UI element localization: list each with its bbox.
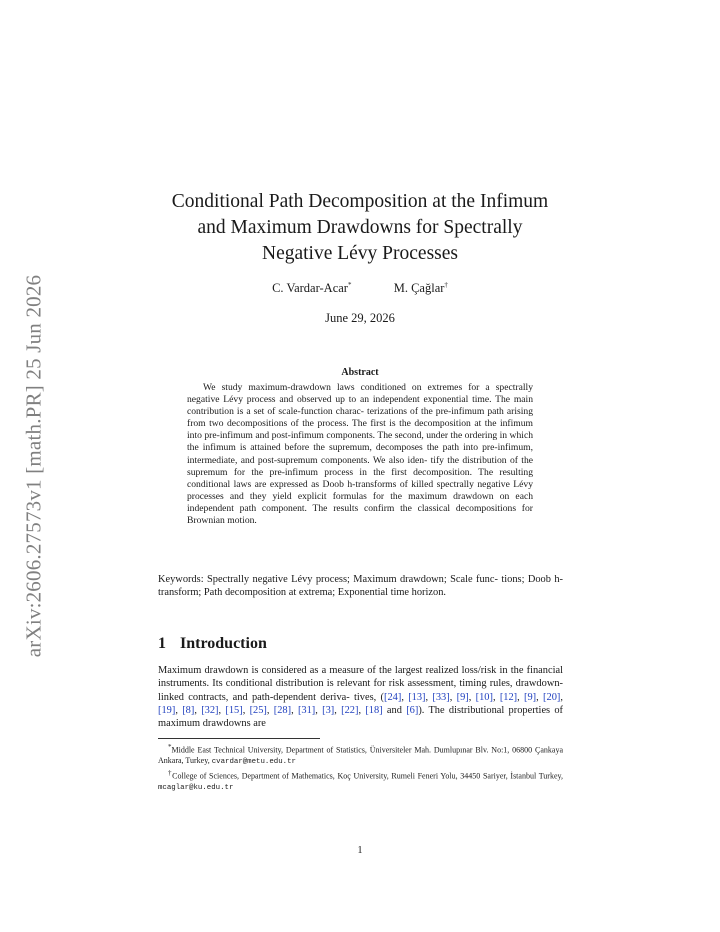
intro-cite-prefix: tives, ( (354, 691, 384, 703)
author-1-footnote-mark: * (347, 281, 352, 289)
citation-link[interactable]: [10] (475, 691, 493, 703)
citation-link[interactable]: [25] (249, 704, 267, 716)
abstract-line: and post-infimum components. The second, under the ordering in which (255, 430, 533, 442)
citation-link[interactable]: [31] (297, 704, 316, 716)
author-2-footnote-mark: † (444, 281, 448, 289)
citation-link[interactable]: [24] (384, 691, 402, 703)
title-line-3: Negative Lévy Processes (261, 243, 459, 264)
title-line-2: and Maximum Drawdowns for Spectrally (197, 217, 523, 238)
abstract-heading: Abstract (341, 367, 379, 378)
footnote-1 (158, 742, 563, 768)
section-heading-introduction (158, 635, 267, 653)
author-list (150, 281, 570, 296)
citation-link[interactable]: [33] (432, 691, 450, 703)
footnote-1-text: Middle East Technical University, Department of Statistics, Üniversiteler Mah. Dumlupınar Blv. No:1, 06800 Çankaya Ankara, Turkey, (158, 745, 563, 766)
citation-separator: , (266, 704, 274, 716)
citation-link[interactable]: [18] (365, 704, 383, 716)
keywords-line: Keywords: Spectrally negative Lévy process; Maximum drawdown; Scale func- (158, 574, 498, 585)
footnote-rule (158, 738, 320, 739)
abstract-line: h-transforms of killed spectrally negative Lévy processes and they yield (187, 478, 534, 502)
abstract-line: exponential time. The main contribution is a set of scale-function charac- (187, 394, 534, 418)
footnote-2-text: College of Sciences, Department of Mathematics, Koç University, Rumeli Feneri Yolu, 34450 Sariyer, İstanbul Turkey, (172, 771, 564, 781)
citation-link[interactable]: [32] (201, 704, 219, 716)
citation-link[interactable]: [9] (524, 691, 537, 703)
intro-and-word: and (382, 704, 407, 716)
paper-date: June 29, 2026 (325, 311, 395, 325)
keywords-paragraph (158, 573, 563, 600)
citation-separator: , (194, 704, 202, 716)
footnote-2-mark: † (168, 768, 173, 777)
citation-separator: , (401, 691, 409, 703)
citation-separator: , (358, 704, 366, 716)
keywords-line: tions; Doob h-transform; Path decomposition at extrema; Exponential time (158, 574, 563, 599)
citation-link[interactable]: [13] (408, 691, 426, 703)
keywords-line: horizon. (411, 587, 446, 599)
introduction-paragraph (158, 664, 563, 730)
footnote-1-email[interactable]: cvardar@metu.edu.tr (211, 758, 296, 767)
citation-link[interactable]: [6] (406, 704, 419, 716)
citation-separator: , (536, 691, 544, 703)
abstract-line: component. The results confirm the classical decompositions for Brownian (187, 502, 533, 527)
intro-line-end: ). The distributional properties of maximum drawdowns are (158, 704, 564, 730)
citation-separator: , (517, 691, 525, 703)
citation-link[interactable]: [9] (456, 691, 469, 703)
citation-separator: , (291, 704, 298, 716)
intro-line: Maximum drawdown is considered as a measure of the largest realized loss/risk (158, 665, 497, 676)
author-name-2: M. Çağlar (393, 281, 445, 296)
abstract-line: process. The first is the decomposition at the infimum into pre-infimum (187, 418, 534, 442)
citation-separator: , (468, 691, 476, 703)
abstract-body (187, 382, 533, 527)
citation-link[interactable]: [20] (543, 691, 561, 703)
citation-separator: , (242, 704, 250, 716)
abstract-line: the infimum is attained before the supremum, decomposes the path into (187, 442, 479, 454)
citation-separator: , (560, 691, 563, 703)
citation-link[interactable]: [22] (341, 704, 359, 716)
abstract-line: first decomposition. The resulting conditional laws are expressed as Doob (187, 466, 533, 490)
abstract-line: pre-infimum, intermediate, and post-supremum components. We also iden- (187, 442, 534, 466)
arxiv-identifier-text: arXiv:2606.27573v1 [math.PR] 25 Jun 2026 (21, 274, 46, 658)
abstract-line: motion. (227, 515, 257, 527)
footnotes (158, 742, 563, 794)
abstract-line: explicit formulas for the maximum drawdown on each independent path (187, 490, 534, 514)
citation-separator: , (425, 691, 433, 703)
section-number: 1 (158, 635, 166, 652)
intro-line: assessment, timing rules, drawdown-linked contracts, and path-dependent deriva- (158, 678, 563, 703)
citation-link[interactable]: [12] (499, 691, 518, 703)
abstract-line: We study maximum-drawdown laws conditioned on extremes for a (203, 382, 490, 393)
abstract-line: terizations of the pre-infimum path arising from two decompositions of the (187, 406, 534, 430)
footnote-2-email[interactable]: mcaglar@ku.edu.tr (158, 784, 234, 793)
title-line-1: Conditional Path Decomposition at the Infimum (171, 191, 549, 212)
citation-list (322, 705, 383, 716)
author-name-1: C. Vardar-Acar (272, 281, 348, 296)
page-number: 1 (357, 845, 363, 856)
citation-separator: , (449, 691, 457, 703)
citation-link[interactable]: [8] (182, 704, 195, 716)
citation-link[interactable]: [19] (158, 704, 176, 716)
abstract-line: spectrally negative Lévy process and observed up to an independent (187, 382, 533, 406)
citation-link[interactable]: [3] (322, 704, 335, 716)
citation-link[interactable]: [15] (225, 704, 243, 716)
paper-title (150, 189, 570, 267)
intro-cite-suffix: , (315, 704, 318, 716)
citation-separator: , (334, 704, 342, 716)
citation-separator: , (175, 704, 183, 716)
citation-separator: , (492, 691, 500, 703)
section-title: Introduction (180, 635, 267, 652)
footnote-1-mark: * (168, 743, 172, 751)
citation-link[interactable]: [28] (273, 704, 292, 716)
footnote-2 (158, 768, 563, 794)
abstract-line: tify the distribution of the supremum for the pre-infimum process in the (187, 454, 534, 478)
intro-line: in the financial instruments. Its conditional distribution is relevant for risk (158, 665, 563, 690)
citation-separator: , (218, 704, 226, 716)
